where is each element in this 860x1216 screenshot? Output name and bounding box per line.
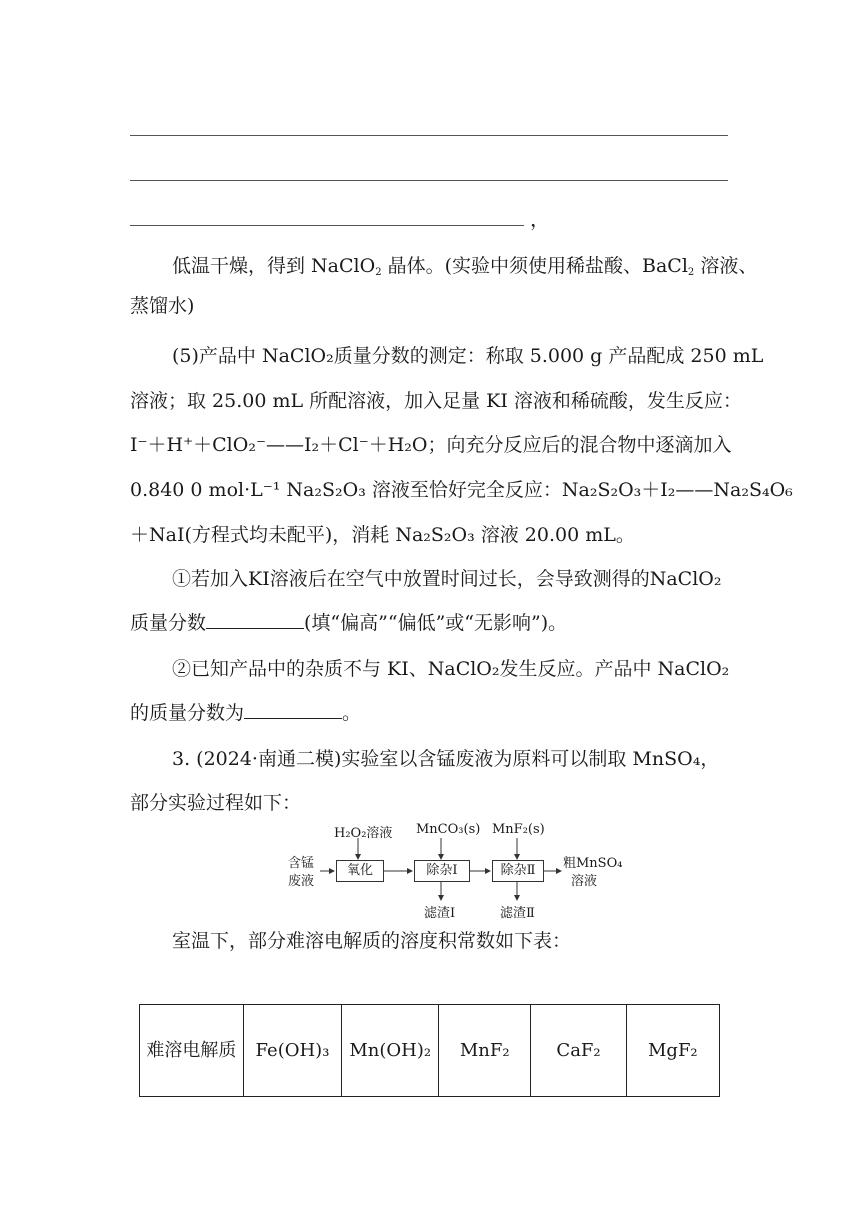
process-flow-diagram [286, 820, 626, 920]
answer-blank-line-1[interactable] [130, 135, 728, 136]
answer-comma: ， [530, 207, 550, 231]
flow-residue-1: 滤渣Ⅰ [424, 906, 456, 921]
flow-box-oxidation: 氧化 [336, 860, 384, 882]
answer-blank-q2[interactable] [244, 700, 342, 719]
part4-line-1: 低温干燥，得到 NaClO$_2$ 晶体。(实验中须使用稀盐酸、BaCl$_2$ 溶液、 [172, 255, 758, 278]
q3-line-1: 3. (2024·南通二模)实验室以含锰废液为原料可以制取 MnSO₄， [172, 748, 720, 770]
part5-line-2: 溶液；取 25.00 mL 所配溶液，加入足量 KI 溶液和稀硫酸，发生反应： [130, 390, 742, 412]
flow-reagent-3: MnF₂(s) [492, 822, 545, 837]
table-header-cell: MgF₂ [626, 1005, 719, 1097]
table-header-cell: CaF₂ [531, 1005, 626, 1097]
answer-blank-q1[interactable] [206, 610, 304, 629]
flow-box-purification-1: 除杂Ⅰ [414, 860, 470, 882]
table-header-cell: MnF₂ [439, 1005, 531, 1097]
part5-q2-line-2: 的质量分数为 。 [130, 702, 362, 724]
part5-q2-line-1: ②已知产品中的杂质不与 KI、NaClO₂发生反应。产品中 NaClO₂ [172, 658, 730, 680]
flow-output-line-1: 粗MnSO₄ [563, 856, 623, 871]
table-header-cell: Mn(OH)₂ [342, 1005, 439, 1097]
flow-output-line-2: 溶液 [571, 874, 598, 889]
q3-line-2: 部分实验过程如下： [130, 792, 302, 814]
flow-residue-2: 滤渣Ⅱ [500, 906, 535, 921]
flow-reagent-1: H₂O₂溶液 [334, 826, 393, 841]
part5-line-5: ＋NaI(方程式均未配平)，消耗 Na₂S₂O₃ 溶液 20.00 mL。 [130, 524, 635, 546]
table-header-row [140, 1005, 720, 1097]
part5-line-1: (5)产品中 NaClO₂质量分数的测定：称取 5.000 g 产品配成 250 mL [172, 345, 764, 367]
part5-q1-line-1: ①若加入KI溶液后在空气中放置时间过长，会导致测得的NaClO₂ [172, 568, 722, 590]
flow-box-purification-2: 除杂Ⅱ [492, 860, 544, 882]
part5-q1-line-2: 质量分数 (填“偏高”“偏低”或“无影响”)。 [130, 612, 568, 634]
solubility-product-table [139, 1004, 720, 1097]
answer-blank-line-3[interactable] [130, 225, 524, 226]
part4-line-2: 蒸馏水) [130, 295, 195, 317]
flow-reagent-2: MnCO₃(s) [416, 822, 481, 837]
table-header-cell: 难溶电解质 [140, 1005, 244, 1097]
part5-line-3: I⁻＋H⁺＋ClO₂⁻——I₂＋Cl⁻＋H₂O；向充分反应后的混合物中逐滴加入 [130, 434, 732, 456]
table-header-cell: Fe(OH)₃ [243, 1005, 342, 1097]
part5-line-4: 0.840 0 mol·L⁻¹ Na₂S₂O₃ 溶液至恰好完全反应：Na₂S₂O₃＋I₂——Na₂S₄O₆ [130, 479, 793, 501]
flow-input-line-2: 废液 [288, 874, 315, 889]
table-intro: 室温下，部分难溶电解质的溶度积常数如下表： [172, 930, 572, 952]
flow-input-line-1: 含锰 [288, 856, 315, 871]
answer-blank-line-2[interactable] [130, 180, 728, 181]
